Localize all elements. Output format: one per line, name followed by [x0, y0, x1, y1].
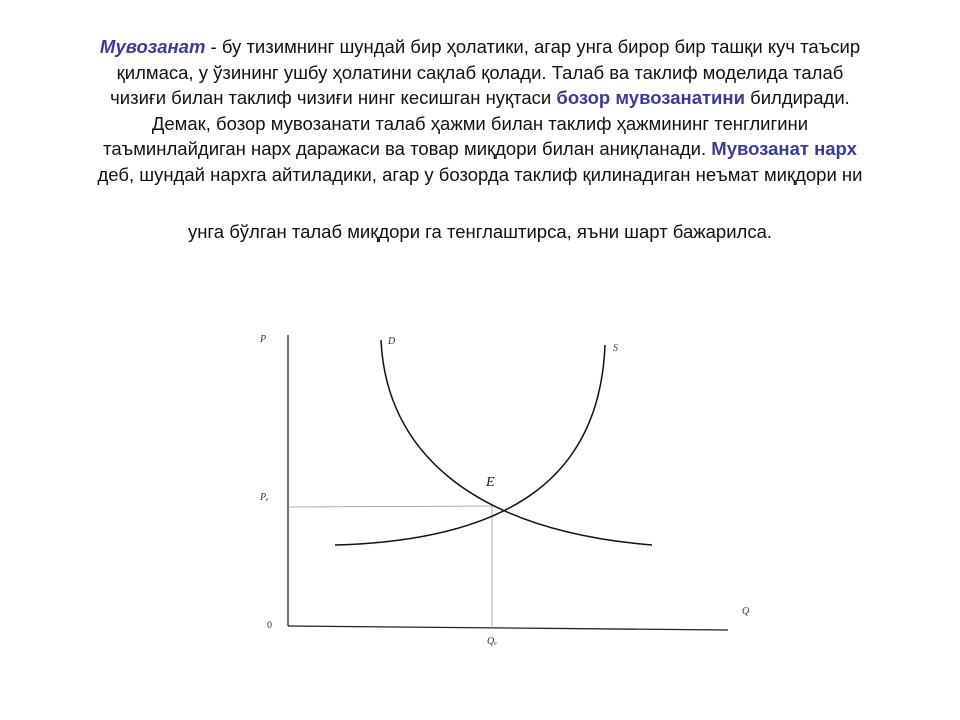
equilibrium-label: E — [486, 475, 495, 490]
line-5-pre: таъминлайдиган нарх даражаси ва товар миқдори билан аниқланади. — [103, 138, 712, 159]
term-equilibrium: Мувозанат — [99, 36, 206, 57]
demand-label: D — [388, 336, 396, 347]
origin-label: 0 — [267, 620, 272, 631]
line-3-post: билдиради. — [744, 87, 850, 108]
price-eq-label: Pₑ — [260, 492, 269, 503]
y-axis-label: P — [260, 334, 267, 345]
line-3-pre: чизиғи билан таклиф чизиғи нинг кесишган нуқтаси — [110, 87, 557, 108]
term-market-equilibrium: бозор мувозанатини — [556, 87, 745, 108]
line-7: унга бўлган талаб миқдори га тенглаштирса, яъни шарт бажарилса. — [187, 221, 773, 242]
term-equilibrium-price: Мувозанат нарх — [711, 138, 857, 159]
qty-eq-label: Qₑ — [487, 636, 497, 647]
supply-label: S — [613, 343, 618, 354]
x-axis-label: Q — [742, 606, 750, 617]
demand-curve — [381, 340, 652, 545]
supply-curve — [335, 345, 605, 545]
line-2: қилмаса, у ўзининг ушбу ҳолатини сақлаб қолади. Талаб ва таклиф моделида талаб — [116, 61, 844, 83]
line-6: деб, шундай нархга айтиладики, агар у бозорда таклиф қилинадиган неъмат миқдори ни — [97, 163, 863, 185]
price-guide-line — [288, 506, 492, 507]
line-4: Демак, бозор мувозанати талаб ҳажми билан таклиф ҳажмининг тенглигини — [151, 112, 809, 134]
x-axis — [288, 626, 728, 630]
line-1-text: - бу тизимнинг шундай бир ҳолатики, агар унга бирор бир ташқи куч таъсир — [205, 36, 861, 57]
